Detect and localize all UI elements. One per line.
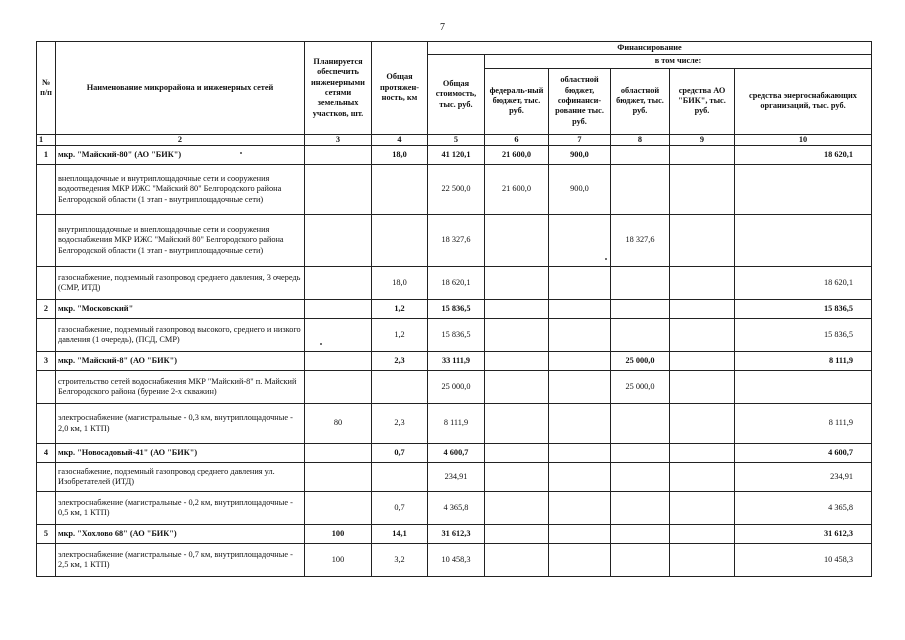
row-name: газоснабжение, подземный газопровод среднего давления ул. Изобретателей (ИТД)	[56, 463, 305, 492]
cell-total: 22 500,0	[428, 165, 485, 215]
row-index	[37, 165, 56, 215]
cell-regional	[611, 492, 670, 525]
cell-bik	[670, 544, 735, 577]
group-row	[37, 525, 872, 544]
cell-planned	[305, 300, 372, 319]
scan-speck	[320, 343, 322, 345]
row-index: 5	[37, 525, 56, 544]
table-row	[37, 463, 872, 492]
cell-bik	[670, 463, 735, 492]
cell-total: 18 327,6	[428, 215, 485, 267]
table-row	[37, 371, 872, 404]
header-federal: федераль-ный бюджет, тыс. руб.	[485, 68, 549, 134]
row-index	[37, 371, 56, 404]
cell-bik	[670, 371, 735, 404]
cell-length: 3,2	[372, 544, 428, 577]
cell-length: 1,2	[372, 319, 428, 352]
header-length: Общая протяжен-ность, км	[372, 42, 428, 135]
cell-bik	[670, 267, 735, 300]
cell-energy: 8 111,9	[735, 352, 872, 371]
cell-total: 33 111,9	[428, 352, 485, 371]
cell-total: 41 120,1	[428, 146, 485, 165]
cell-length: 1,2	[372, 300, 428, 319]
cell-regional: 18 327,6	[611, 215, 670, 267]
row-index: 4	[37, 444, 56, 463]
header-total: Общая стоимость, тыс. руб.	[428, 55, 485, 134]
column-number: 6	[485, 134, 549, 145]
cell-length	[372, 165, 428, 215]
row-name: мкр. "Хохлово 68" (АО "БИК")	[56, 525, 305, 544]
cell-planned: 80	[305, 404, 372, 444]
header-financing: Финансирование	[428, 42, 872, 55]
cell-federal: 21 600,0	[485, 146, 549, 165]
cell-planned	[305, 352, 372, 371]
cell-energy: 234,91	[735, 463, 872, 492]
row-name: газоснабжение, подземный газопровод среднего давления, 3 очередь (СМР, ИТД)	[56, 267, 305, 300]
column-number: 8	[611, 134, 670, 145]
cell-bik	[670, 165, 735, 215]
row-name: мкр. "Майский-8" (АО "БИК")	[56, 352, 305, 371]
cell-reg-cofin: 900,0	[549, 146, 611, 165]
column-number: 9	[670, 134, 735, 145]
cell-reg-cofin: 900,0	[549, 165, 611, 215]
cell-reg-cofin	[549, 525, 611, 544]
cell-energy: 8 111,9	[735, 404, 872, 444]
group-row	[37, 444, 872, 463]
row-name: электроснабжение (магистральные - 0,7 км, внутриплощадочные - 2,5 км, 1 КТП)	[56, 544, 305, 577]
row-index: 2	[37, 300, 56, 319]
group-row	[37, 300, 872, 319]
cell-total: 18 620,1	[428, 267, 485, 300]
group-row	[37, 352, 872, 371]
financing-table	[36, 41, 872, 577]
cell-energy: 31 612,3	[735, 525, 872, 544]
header-bik: средства АО "БИК", тыс. руб.	[670, 68, 735, 134]
cell-energy	[735, 165, 872, 215]
cell-total: 234,91	[428, 463, 485, 492]
table-row	[37, 404, 872, 444]
row-index: 1	[37, 146, 56, 165]
row-index	[37, 267, 56, 300]
cell-reg-cofin	[549, 371, 611, 404]
cell-federal	[485, 544, 549, 577]
row-name: мкр. "Майский-80" (АО "БИК")	[56, 146, 305, 165]
cell-regional	[611, 319, 670, 352]
cell-planned	[305, 215, 372, 267]
cell-bik	[670, 492, 735, 525]
cell-length: 14,1	[372, 525, 428, 544]
cell-energy: 4 600,7	[735, 444, 872, 463]
row-name: внутриплощадочные и внеплощадочные сети и сооружения водоснабжения МКР ИЖС "Майский 80" Белгородского района Белгородской области (1 этап - внутриплощадочные сети)	[56, 215, 305, 267]
cell-federal	[485, 215, 549, 267]
cell-regional	[611, 146, 670, 165]
cell-reg-cofin	[549, 352, 611, 371]
header-regional-cofin: областной бюджет, софинанси-рование тыс. руб.	[549, 68, 611, 134]
cell-total: 8 111,9	[428, 404, 485, 444]
header-regional: областной бюджет, тыс. руб.	[611, 68, 670, 134]
cell-federal	[485, 463, 549, 492]
cell-reg-cofin	[549, 215, 611, 267]
cell-regional	[611, 404, 670, 444]
cell-length	[372, 463, 428, 492]
cell-planned	[305, 146, 372, 165]
row-name: внеплощадочные и внутриплощадочные сети и сооружения водоотведения МКР ИЖС "Майский 80" Белгородского района Белгородской области (1 этап - внутриплощадочные сети)	[56, 165, 305, 215]
cell-total: 31 612,3	[428, 525, 485, 544]
group-row	[37, 146, 872, 165]
row-index: 3	[37, 352, 56, 371]
cell-planned	[305, 267, 372, 300]
cell-federal	[485, 319, 549, 352]
column-number: 10	[735, 134, 872, 145]
row-name: строительство сетей водоснабжения МКР "Майский-8" п. Майский Белгородского района (бурение 2-х скважин)	[56, 371, 305, 404]
cell-total: 4 365,8	[428, 492, 485, 525]
cell-energy: 18 620,1	[735, 146, 872, 165]
column-number: 4	[372, 134, 428, 145]
cell-planned	[305, 319, 372, 352]
cell-planned	[305, 444, 372, 463]
cell-bik	[670, 525, 735, 544]
cell-reg-cofin	[549, 404, 611, 444]
header-num: № п/п	[37, 42, 56, 135]
cell-total: 15 836,5	[428, 319, 485, 352]
cell-federal	[485, 300, 549, 319]
row-name: мкр. "Новосадовый-41" (АО "БИК")	[56, 444, 305, 463]
cell-regional	[611, 300, 670, 319]
cell-length: 18,0	[372, 267, 428, 300]
column-number: 2	[56, 134, 305, 145]
cell-energy	[735, 371, 872, 404]
cell-regional: 25 000,0	[611, 371, 670, 404]
table-row	[37, 319, 872, 352]
table-row	[37, 267, 872, 300]
cell-reg-cofin	[549, 463, 611, 492]
table-row	[37, 544, 872, 577]
row-index	[37, 492, 56, 525]
cell-regional	[611, 525, 670, 544]
cell-total: 4 600,7	[428, 444, 485, 463]
cell-federal	[485, 444, 549, 463]
cell-reg-cofin	[549, 544, 611, 577]
row-name: газоснабжение, подземный газопровод высокого, среднего и низкого давления (1 очередь), (ПСД, СМР)	[56, 319, 305, 352]
header-including: в том числе:	[485, 55, 872, 68]
cell-bik	[670, 319, 735, 352]
cell-reg-cofin	[549, 492, 611, 525]
header-planned: Планируется обеспечить инженерными сетями земельных участков, шт.	[305, 42, 372, 135]
cell-reg-cofin	[549, 444, 611, 463]
cell-planned	[305, 165, 372, 215]
cell-total: 15 836,5	[428, 300, 485, 319]
cell-regional	[611, 267, 670, 300]
cell-regional	[611, 444, 670, 463]
cell-reg-cofin	[549, 267, 611, 300]
cell-reg-cofin	[549, 319, 611, 352]
cell-federal: 21 600,0	[485, 165, 549, 215]
cell-regional	[611, 165, 670, 215]
cell-bik	[670, 352, 735, 371]
scan-speck	[605, 258, 607, 260]
cell-federal	[485, 371, 549, 404]
cell-length: 18,0	[372, 146, 428, 165]
cell-planned: 100	[305, 544, 372, 577]
row-name: мкр. "Московский"	[56, 300, 305, 319]
column-numbers-row	[37, 134, 872, 145]
cell-bik	[670, 300, 735, 319]
table-body	[37, 146, 872, 577]
cell-planned	[305, 371, 372, 404]
cell-energy: 10 458,3	[735, 544, 872, 577]
cell-regional	[611, 544, 670, 577]
cell-federal	[485, 404, 549, 444]
cell-federal	[485, 525, 549, 544]
table-row	[37, 492, 872, 525]
cell-planned	[305, 463, 372, 492]
row-index	[37, 463, 56, 492]
cell-length: 0,7	[372, 444, 428, 463]
cell-federal	[485, 267, 549, 300]
cell-bik	[670, 444, 735, 463]
cell-length	[372, 371, 428, 404]
cell-total: 25 000,0	[428, 371, 485, 404]
cell-energy: 15 836,5	[735, 319, 872, 352]
row-index	[37, 215, 56, 267]
cell-energy: 4 365,8	[735, 492, 872, 525]
row-index	[37, 544, 56, 577]
row-index	[37, 319, 56, 352]
cell-energy	[735, 215, 872, 267]
cell-federal	[485, 492, 549, 525]
page-number: 7	[440, 22, 445, 33]
header-name: Наименование микрорайона и инженерных сетей	[56, 42, 305, 135]
cell-reg-cofin	[549, 300, 611, 319]
header-energy: средства энергоснабжающих организаций, тыс. руб.	[735, 68, 872, 134]
row-index	[37, 404, 56, 444]
cell-bik	[670, 215, 735, 267]
cell-regional	[611, 463, 670, 492]
cell-total: 10 458,3	[428, 544, 485, 577]
cell-regional: 25 000,0	[611, 352, 670, 371]
cell-energy: 18 620,1	[735, 267, 872, 300]
column-number: 5	[428, 134, 485, 145]
row-name: электроснабжение (магистральные - 0,3 км, внутриплощадочные - 2,0 км, 1 КТП)	[56, 404, 305, 444]
cell-length	[372, 215, 428, 267]
table-row	[37, 165, 872, 215]
cell-length: 2,3	[372, 404, 428, 444]
cell-energy: 15 836,5	[735, 300, 872, 319]
table-row	[37, 215, 872, 267]
cell-federal	[485, 352, 549, 371]
cell-planned: 100	[305, 525, 372, 544]
column-number: 7	[549, 134, 611, 145]
cell-length: 2,3	[372, 352, 428, 371]
column-number: 3	[305, 134, 372, 145]
cell-planned	[305, 492, 372, 525]
cell-bik	[670, 146, 735, 165]
scan-speck	[240, 152, 242, 154]
cell-length: 0,7	[372, 492, 428, 525]
cell-bik	[670, 404, 735, 444]
row-name: электроснабжение (магистральные - 0,2 км, внутриплощадочные - 0,5 км, 1 КТП)	[56, 492, 305, 525]
column-number: 1	[37, 134, 56, 145]
